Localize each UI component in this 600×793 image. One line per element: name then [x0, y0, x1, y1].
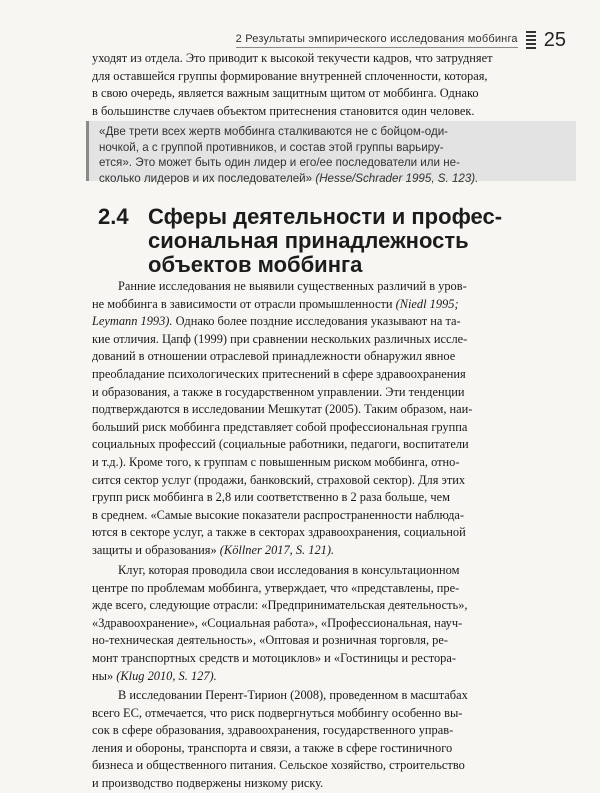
text-line: больший риск моббинга представляет собой профессиональная группа — [92, 419, 468, 434]
citation: Leymann 1993). — [92, 314, 173, 329]
quote-line: «Две трети всех жертв моббинга сталкиваются не с бойцом-оди- — [99, 125, 449, 138]
text-line: центре по проблемам моббинга, утверждает, что «представлены, пре- — [92, 580, 460, 595]
text-line: в свою очередь, является важным защитным щитом от моббинга. Однако — [92, 86, 479, 101]
text-line: и т.д.). Кроме того, к группам с повышенным риском моббинга, отно- — [92, 454, 460, 469]
text-line: В исследовании Перент-Тирион (2008), проведенном в масштабах — [118, 688, 468, 702]
intro-paragraph — [92, 50, 576, 120]
page-number: 25 — [543, 28, 566, 51]
text-span: защиты и образования» — [92, 542, 220, 557]
text-line: в среднем. «Самые высокие показатели распространенности наблюда- — [92, 507, 465, 522]
running-title: 2 Результаты эмпирического исследования моббинга — [236, 33, 518, 48]
quote-box — [86, 121, 576, 185]
section-title — [148, 205, 568, 277]
text-line: дований в отношении отраслевой принадлежности обнаружил явное — [92, 349, 456, 364]
text-line: для оставшейся группы формирование внутренней сплоченности, которая, — [92, 68, 488, 83]
text-line: монт транспортных средств и мотоциклов» и «Гостиницы и рестора- — [92, 650, 457, 665]
citation: (Köllner 2017, S. 121). — [219, 542, 335, 557]
text-line: ются в секторе услуг, а также в секторах здравоохранения, социальной — [92, 525, 466, 540]
text-line: преобладание психологических притеснений в сфере здравоохранения — [92, 366, 466, 381]
text-line: уходят из отдела. Это приводит к высокой текучести кадров, что затрудняет — [92, 51, 493, 65]
text-line: и производство подвержены низкому риску. — [92, 775, 324, 790]
text-line — [92, 313, 576, 331]
text-line: жде всего, следующие отрасли: «Предпринимательская деятельность», — [92, 598, 468, 613]
text-line: всего ЕС, отмечается, что риск подвергнуться моббингу особенно вы- — [92, 705, 463, 720]
section-heading — [98, 205, 568, 277]
text-line: подтверждаются в исследовании Мешкутат (2005). Таким образом, наи- — [92, 402, 473, 417]
text-span: Однако более поздние исследования указывают на та- — [172, 314, 461, 329]
text-line — [92, 542, 576, 560]
text-line: в большинстве случаев объектом притеснения становится один человек. — [92, 103, 475, 118]
text-line: и образования, а также в государственном управлении. Эти тенденции — [92, 384, 465, 399]
section-title-line: объектов моббинга — [148, 252, 363, 277]
quote-line: ется». Это может быть один лидер и его/ее последователи или не- — [99, 156, 460, 170]
section-number: 2.4 — [98, 204, 129, 229]
text-line: «Здравоохранение», «Социальная работа», «Профессиональная, науч- — [92, 615, 463, 630]
text-span: не моббинга в зависимости от отрасли промышленности — [92, 296, 396, 311]
text-line — [92, 668, 576, 686]
text-line: сится сектор услуг (продажи, банковский, страховой сектор). Для этих — [92, 472, 466, 487]
quote-text: сколько лидеров и их последователей» — [99, 171, 313, 185]
section-title-line: Сферы деятельности и профес- — [148, 204, 503, 229]
header-bars-icon — [526, 31, 536, 49]
text-line: кие отличия. Цапф (1999) при сравнении нескольких различных иссле- — [92, 331, 468, 346]
quote-line: ночкой, а с группой противников, и состав этой группы варьиру- — [99, 140, 444, 154]
text-span: ны» — [92, 668, 117, 683]
paragraph-3 — [92, 687, 576, 793]
citation: (Klug 2010, S. 127). — [116, 668, 217, 683]
text-line: но-техническая деятельность», «Оптовая и розничная торговля, ре- — [92, 633, 449, 648]
text-line: бизнеса и общественного питания. Сельское хозяйство, строительство — [92, 758, 465, 773]
text-line: сок в сфере образования, здравоохранения, государственного управ- — [92, 723, 454, 738]
text-line: ления и обороны, транспорта и связи, а также в сфере гостиничного — [92, 740, 453, 755]
quote-line — [99, 171, 568, 187]
running-header — [236, 28, 566, 52]
text-line: Ранние исследования не выявили существенных различий в уров- — [118, 279, 467, 293]
text-line: групп риск моббинга в 2,8 или соответственно в 2 раза больше, чем — [92, 490, 450, 505]
text-line — [92, 296, 576, 314]
text-line: социальных профессий (социальные работники, педагоги, воспитатели — [92, 437, 469, 452]
paragraph-2 — [92, 562, 576, 685]
citation: (Niedl 1995; — [395, 296, 459, 311]
text-line: Клуг, которая проводила свои исследования в консультационном — [118, 563, 460, 577]
quote-citation: (Hesse/Schrader 1995, S. 123). — [315, 171, 479, 185]
section-title-line: сиональная принадлежность — [148, 228, 469, 253]
paragraph-1 — [92, 278, 576, 560]
